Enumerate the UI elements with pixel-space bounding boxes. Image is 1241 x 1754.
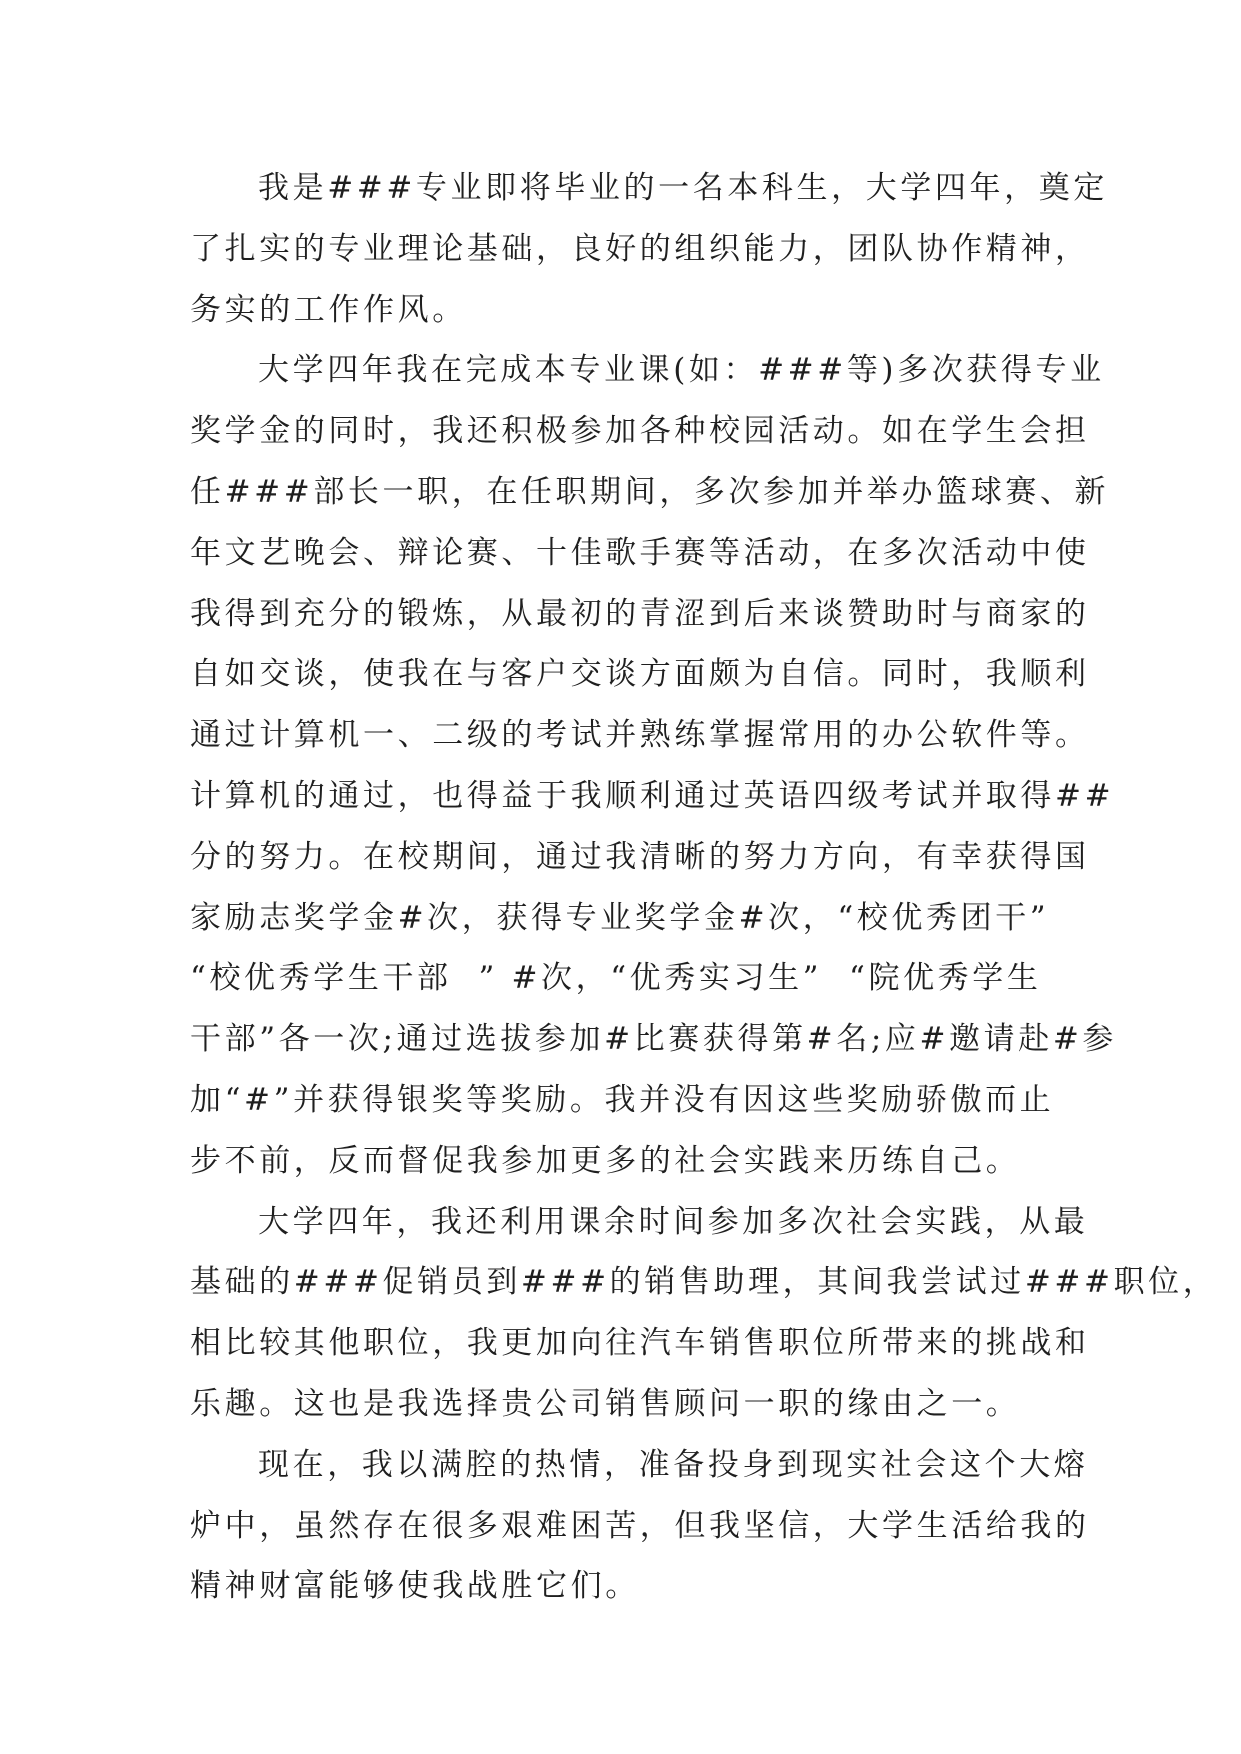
text-line: 大学四年，我还利用课余时间参加多次社会实践，从最	[258, 1203, 1089, 1240]
paragraph-4	[190, 1435, 1090, 1617]
text-line: 加“#”并获得银奖等奖励。我并没有因这些奖励骄傲而止	[190, 1081, 1055, 1118]
text-line: 大学四年我在完成本专业课(如：###等)多次获得专业	[258, 352, 1105, 389]
text-line: 步不前，反而督促我参加更多的社会实践来历练自己。	[190, 1142, 1021, 1179]
paragraph-3	[190, 1192, 1218, 1435]
text-line: 自如交谈，使我在与客户交谈方面颇为自信。同时，我顺利	[190, 656, 1090, 693]
text-line: 任###部长一职，在任职期间，多次参加并举办篮球赛、新	[190, 473, 1110, 510]
text-line: 我是###专业即将毕业的一名本科生，大学四年，奠定	[258, 170, 1108, 206]
text-line: 现在，我以满腔的热情，准备投身到现实社会这个大熔	[258, 1446, 1089, 1483]
text-line: 精神财富能够使我战胜它们。	[190, 1568, 640, 1605]
text-line: 了扎实的专业理论基础，良好的组织能力，团队协作精神，	[190, 230, 1090, 267]
text-line: 基础的###促销员到###的销售助理，其间我尝试过###职位，	[190, 1264, 1218, 1301]
document-body	[190, 158, 1218, 1617]
text-line: 炉中，虽然存在很多艰难困苦，但我坚信，大学生活给我的	[190, 1507, 1090, 1544]
text-line: 务实的工作作风。	[190, 291, 467, 328]
text-line: 家励志奖学金#次，获得专业奖学金#次，“校优秀团干”	[190, 899, 1050, 936]
text-line: 分的努力。在校期间，通过我清晰的努力方向，有幸获得国	[190, 838, 1090, 875]
text-line: 奖学金的同时，我还积极参加各种校园活动。如在学生会担	[190, 413, 1090, 450]
text-line: 相比较其他职位，我更加向往汽车销售职位所带来的挑战和	[190, 1325, 1090, 1362]
paragraph-1	[190, 158, 1108, 340]
text-line: 干部”各一次;通过选拔参加#比赛获得第#名;应#邀请赴#参	[190, 1021, 1118, 1058]
text-line: 乐趣。这也是我选择贵公司销售顾问一职的缘由之一。	[190, 1385, 1021, 1422]
text-line: “校优秀学生干部 ” #次，“优秀实习生” “院优秀学生	[190, 960, 1042, 997]
text-line: 年文艺晚会、辩论赛、十佳歌手赛等活动，在多次活动中使	[190, 534, 1090, 571]
text-line: 通过计算机一、二级的考试并熟练掌握常用的办公软件等。	[190, 717, 1090, 754]
text-line: 计算机的通过，也得益于我顺利通过英语四级考试并取得##	[190, 777, 1115, 814]
paragraph-2	[190, 340, 1118, 1191]
text-line: 我得到充分的锻炼，从最初的青涩到后来谈赞助时与商家的	[190, 595, 1090, 632]
